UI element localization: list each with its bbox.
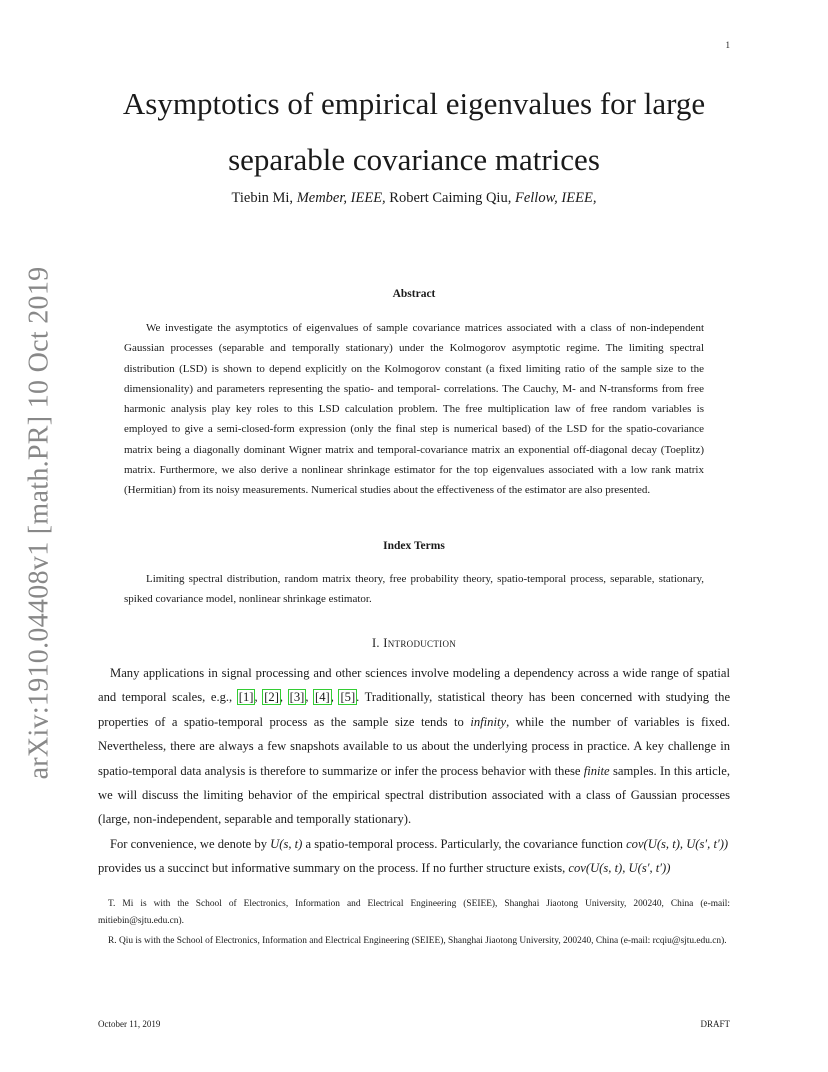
author-2-role: Fellow, IEEE, xyxy=(514,190,597,206)
intro-paragraph-2 xyxy=(98,832,730,881)
math-covariance-2: cov(U(s, t), U(s′, t′)) xyxy=(568,861,671,876)
footer-status: DRAFT xyxy=(700,1019,730,1029)
title-line-2: separable covariance matrices xyxy=(228,142,600,177)
intro-p1-text-b: . Traditionally, statistical theory has been concerned with studying the properties of a spatio-temporal process as the sample size tends to xyxy=(98,690,731,729)
intro-p2-text-a: For convenience, we denote by xyxy=(110,837,271,851)
footer-date: October 11, 2019 xyxy=(98,1019,161,1029)
section-numeral: I. xyxy=(371,636,384,650)
section-title: Introduction xyxy=(383,636,457,650)
title-line-1: Asymptotics of empirical eigenvalues for large xyxy=(122,86,706,121)
arxiv-identifier: arXiv:1910.04408v1 [math.PR] 10 Oct 2019 xyxy=(23,266,54,779)
author-1-role: Member, IEEE, xyxy=(296,190,386,206)
math-u-s-t: U(s, t) xyxy=(270,837,303,851)
intro-p1-text-d: samples. In this article, we will discuss the limiting behavior of the empirical spectral distribution associated with a class of Gaussian processes (large, non-independent, separable and temporally stationary). xyxy=(98,763,730,827)
intro-p2-text-c: provides us a succinct but informative summary on the process. If no further structure exists, xyxy=(98,861,569,876)
citation-link-2[interactable]: [2] xyxy=(264,690,279,705)
citation-link-5[interactable]: [5] xyxy=(340,690,356,705)
footnote-1: T. Mi is with the School of Electronics, Information and Electrical Engineering (SEIEE), Shanghai Jiaotong University, 200240, China (e-mail: mitiebin@sjtu.edu.cn). xyxy=(98,899,730,926)
arxiv-watermark xyxy=(14,266,64,779)
author-1-name: Tiebin Mi, xyxy=(231,190,297,206)
index-terms-heading: Index Terms xyxy=(383,540,445,552)
page-number: 1 xyxy=(725,40,730,50)
math-covariance-1: cov(U(s, t), U(s′, t′)) xyxy=(626,837,729,851)
paper-title xyxy=(80,76,748,188)
citation-link-4[interactable]: [4] xyxy=(315,690,330,705)
intro-p2-text-b: a spatio-temporal process. Particularly, the covariance function xyxy=(302,837,627,851)
author-2-name: Robert Caiming Qiu, xyxy=(385,190,515,206)
intro-p1-emphasis-infinity: infinity xyxy=(470,714,507,729)
intro-p1-emphasis-finite: finite xyxy=(583,763,610,778)
footnote-2: R. Qiu is with the School of Electronics, Information and Electrical Engineering (SEIEE), Shanghai Jiaotong University, 200240, China (e-mail: rcqiu@sjtu.edu.cn). xyxy=(108,936,727,946)
section-heading-introduction xyxy=(80,636,748,651)
intro-p2-line-1 xyxy=(98,832,730,856)
intro-p1-text-c: , while the number of variables is fixed. Nevertheless, there are always a few snapshots available to us about the underlying process in practice. A key challenge in spatio-temporal data analysis is therefore to summarize or infer the process behavior with these xyxy=(98,714,730,778)
intro-paragraph-1: Many applications in signal processing and other sciences involve modeling a dependency across a wide range of spatial and temporal scales, e.g., [1], [2], [3], [4], [5]. Traditionally, statistical theory has been concerned with studying the properties of a spatio-temporal process as the sample size tends to infinity, while the number of variables is fixed. Nevertheless, there are always a few snapshots available to us about the underlying process in practice. A key challenge in spatio-temporal data analysis is therefore to summarize or infer the process behavior with these finite samples. In this article, we will discuss the limiting behavior of the empirical spectral distribution associated with a class of Gaussian processes (large, non-independent, separable and temporally stationary). xyxy=(98,666,731,827)
author-line xyxy=(80,190,748,207)
intro-p2-line-2 xyxy=(98,856,730,880)
intro-p1-text-a: Many applications in signal processing and other sciences involve modeling a dependency across a wide range of spatial and temporal scales, e.g., xyxy=(98,666,730,705)
index-terms-text: Limiting spectral distribution, random matrix theory, free probability theory, spatio-temporal process, separable, stationary, spiked covariance model, nonlinear shrinkage estimator. xyxy=(124,573,704,606)
citation-link-3[interactable]: [3] xyxy=(289,690,305,705)
citation-link-1[interactable]: [1] xyxy=(238,690,254,705)
abstract-text: We investigate the asymptotics of eigenvalues of sample covariance matrices associated with a class of non-independent Gaussian processes (separable and temporally stationary) under the Kolmogorov asymptotic regime. The limiting spectral distribution (LSD) is shown to depend explicitly on the Kolmogorov constant (a fixed limiting ratio of the sample size to the dimensionality) and parameters representing the spatio- and temporal- correlations. The Cauchy, M- and N-transforms from free harmonic analysis play key roles to this LSD calculation problem. The free multiplication law of free random variables is employed to give a semi-closed-form expression (only the final step is numerical based) of the LSD for the spatio-covariance matrix being a diagonally dominant Wigner matrix and temporal-covariance matrix an exponential off-diagonal decay (Toeplitz) matrix. Furthermore, we also derive a nonlinear shrinkage estimator for the top eigenvalues associated with a low rank matrix (Hermitian) from its noisy measurements. Numerical studies about the effectiveness of the estimator are also presented. xyxy=(124,322,704,497)
abstract-heading: Abstract xyxy=(392,288,436,300)
